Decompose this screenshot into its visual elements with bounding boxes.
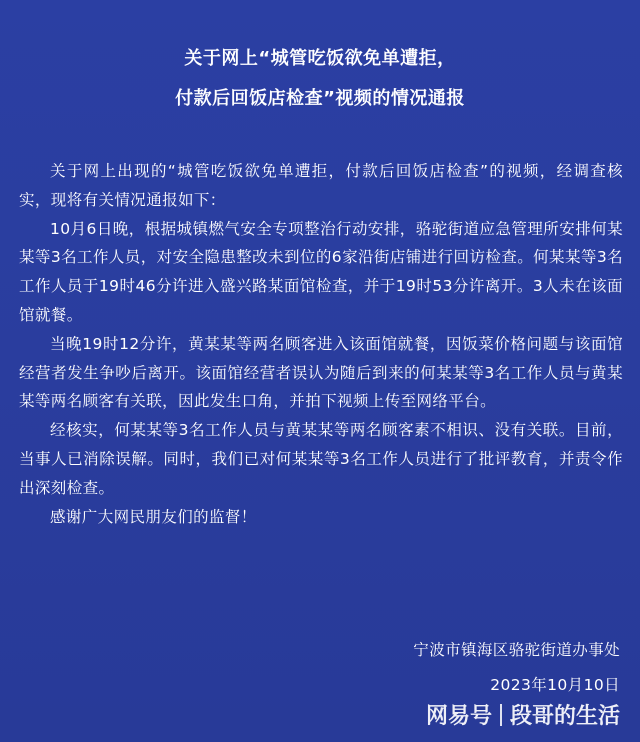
notice-title-line-1: 关于网上“城管吃饭欲免单遭拒， [184, 48, 456, 69]
watermark [426, 699, 620, 730]
paragraph-intro: 关于网上出现的“城管吃饭欲免单遭拒，付款后回饭店检查”的视频，经调查核实，现将有关情况通报如下： [19, 162, 623, 209]
watermark-divider [500, 704, 502, 726]
watermark-platform: 网易号 [425, 704, 492, 729]
watermark-author: 段哥的生活 [509, 704, 620, 729]
signature-org: 宁波市镇海区骆驼街道办事处 [413, 641, 620, 659]
signature-date: 2023年10月10日 [490, 676, 620, 694]
paragraph-thanks: 感谢广大网民朋友们的监督！ [50, 507, 257, 526]
paragraph-verification: 经核实，何某某等3名工作人员与黄某某等两名顾客素不相识、没有关联。目前，当事人已消除误解。同时，我们已对何某某等3名工作人员进行了批评教育，并责令作出深刻检查。 [19, 421, 623, 497]
notice-body [19, 157, 623, 531]
paragraph-inspection: 10月6日晚，根据城镇燃气安全专项整治行动安排，骆驼街道应急管理所安排何某某等3名工作人员，对安全隐患整改未到位的6家沿街店铺进行回访检查。何某某等3名工作人员于19时46分许进入盛兴路某面馆检查，并于19时53分许离开。3人未在该面馆就餐。 [19, 219, 623, 324]
notice-title-line-2: 付款后回饭店检查”视频的情况通报 [175, 88, 465, 109]
paragraph-dispute: 当晚19时12分许，黄某某等两名顾客进入该面馆就餐，因饭菜价格问题与该面馆经营者发生争吵后离开。该面馆经营者误认为随后到来的何某某等3名工作人员与黄某某等两名顾客有关联，因此发生口角，并拍下视频上传至网络平台。 [19, 334, 623, 411]
